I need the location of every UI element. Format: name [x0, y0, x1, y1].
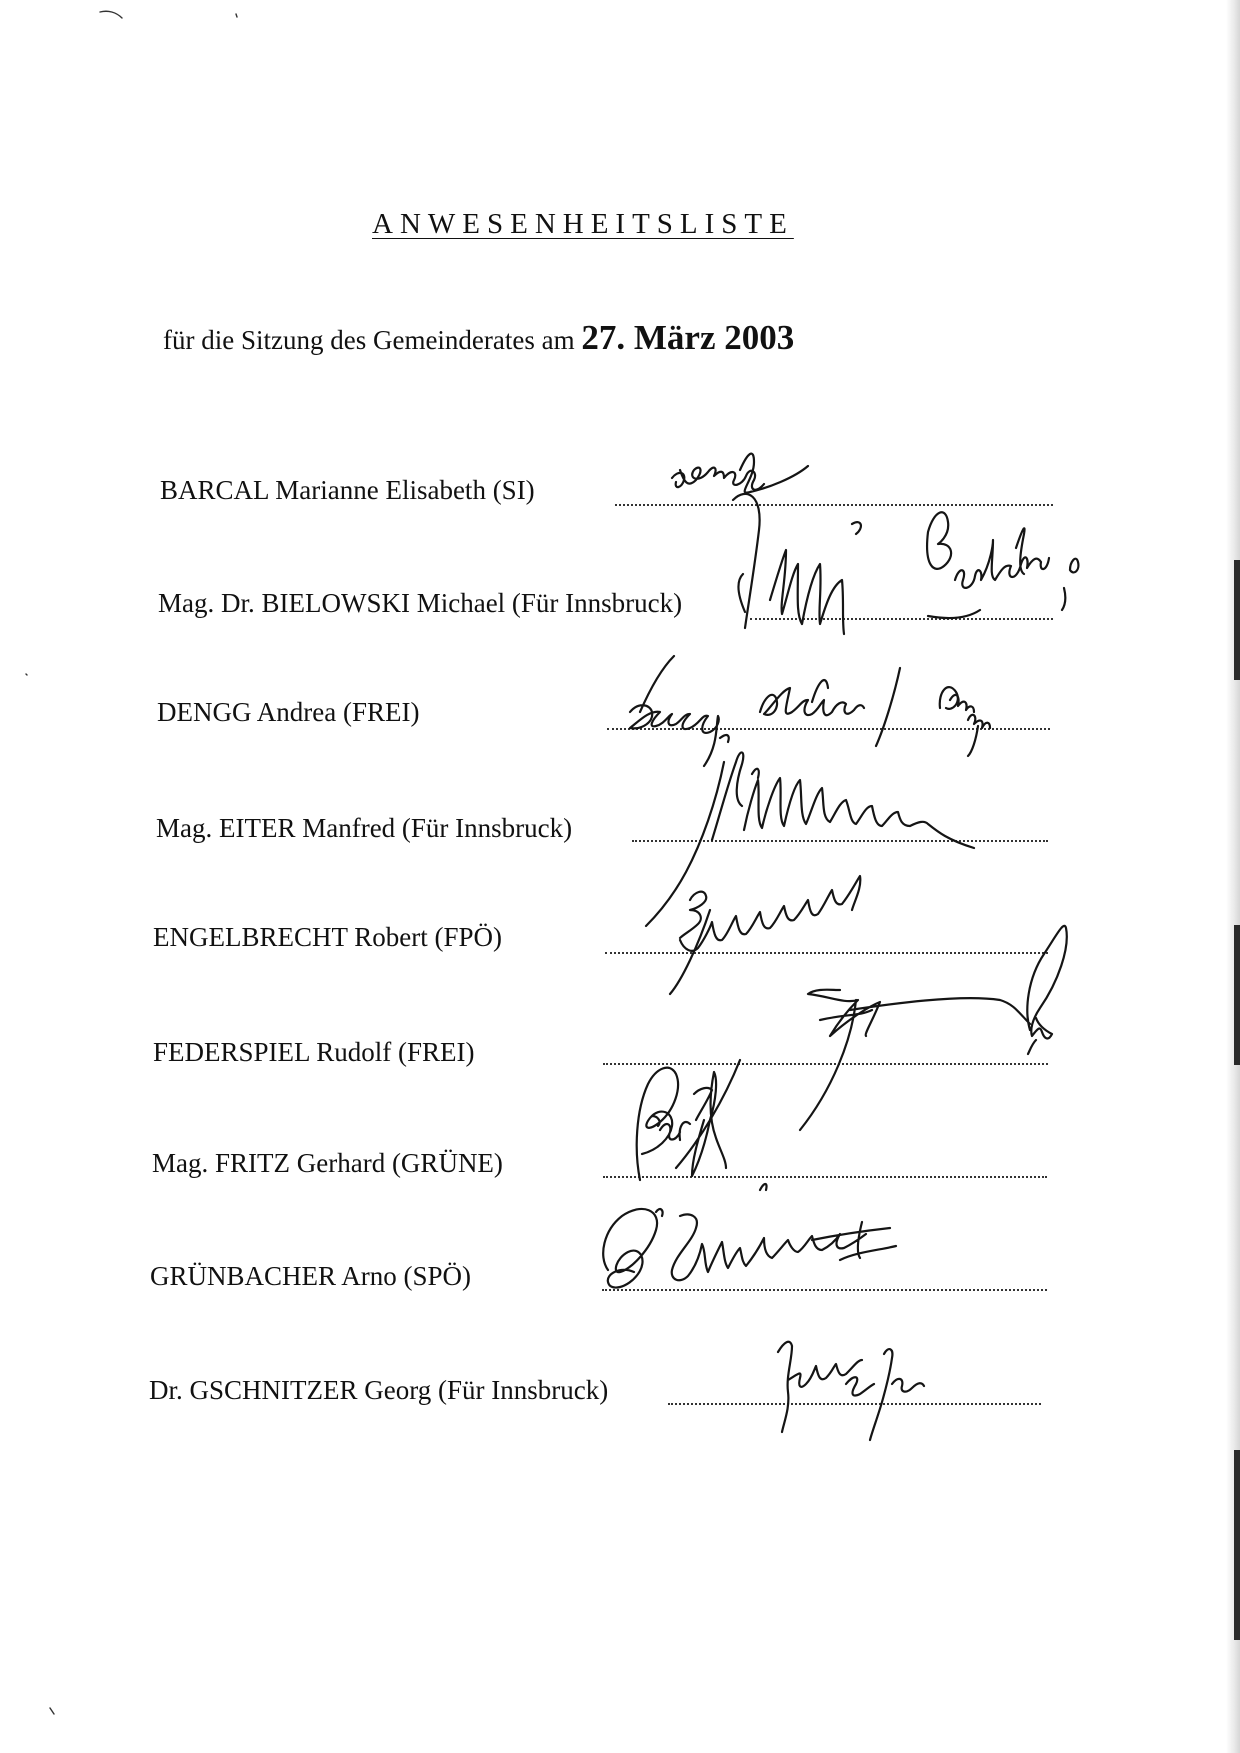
attendee-name: Mag. FRITZ Gerhard (GRÜNE): [152, 1148, 503, 1178]
page-title: ANWESENHEITSLISTE: [372, 208, 794, 240]
signature-fritz: [603, 1184, 896, 1288]
scan-specks: [26, 11, 237, 1714]
attendee-name: BARCAL Marianne Elisabeth (SI): [160, 475, 535, 505]
signature-line: [750, 618, 1053, 620]
signature-line: [632, 840, 1048, 842]
signature-bielowski: [733, 494, 1078, 634]
signature-line: [603, 1176, 1047, 1178]
signature-line: [605, 952, 1048, 954]
signature-line: [668, 1403, 1041, 1405]
scan-edge-mark: [1234, 560, 1240, 680]
signature-eiter: [646, 735, 974, 926]
signature-federspiel: [637, 1060, 740, 1180]
signature-line: [615, 504, 1053, 506]
attendee-name: GRÜNBACHER Arno (SPÖ): [150, 1261, 472, 1291]
signature-line: [603, 1063, 1048, 1065]
attendee-name: ENGELBRECHT Robert (FPÖ): [153, 922, 502, 952]
attendee-name: FEDERSPIEL Rudolf (FREI): [153, 1037, 475, 1067]
scan-edge-mark: [1234, 1450, 1240, 1640]
signature-barcal: [672, 454, 808, 493]
scan-edge-mark: [1234, 925, 1240, 1065]
signature-line: [602, 1289, 1047, 1291]
session-date: 27. März 2003: [581, 318, 795, 357]
attendee-name: Mag. EITER Manfred (Für Innsbruck): [156, 813, 573, 843]
attendee-name: Dr. GSCHNITZER Georg (Für Innsbruck): [149, 1375, 609, 1405]
attendee-name: DENGG Andrea (FREI): [157, 697, 420, 727]
session-subtitle: [163, 318, 794, 358]
signature-engelbrecht: [670, 876, 1067, 1130]
signature-gschnitzer: [778, 1342, 924, 1440]
attendee-name: Mag. Dr. BIELOWSKI Michael (Für Innsbruck): [158, 588, 683, 618]
signature-dengg: [630, 656, 990, 766]
signature-line: [607, 728, 1050, 730]
subtitle-text: für die Sitzung des Gemeinderates am: [163, 325, 575, 355]
